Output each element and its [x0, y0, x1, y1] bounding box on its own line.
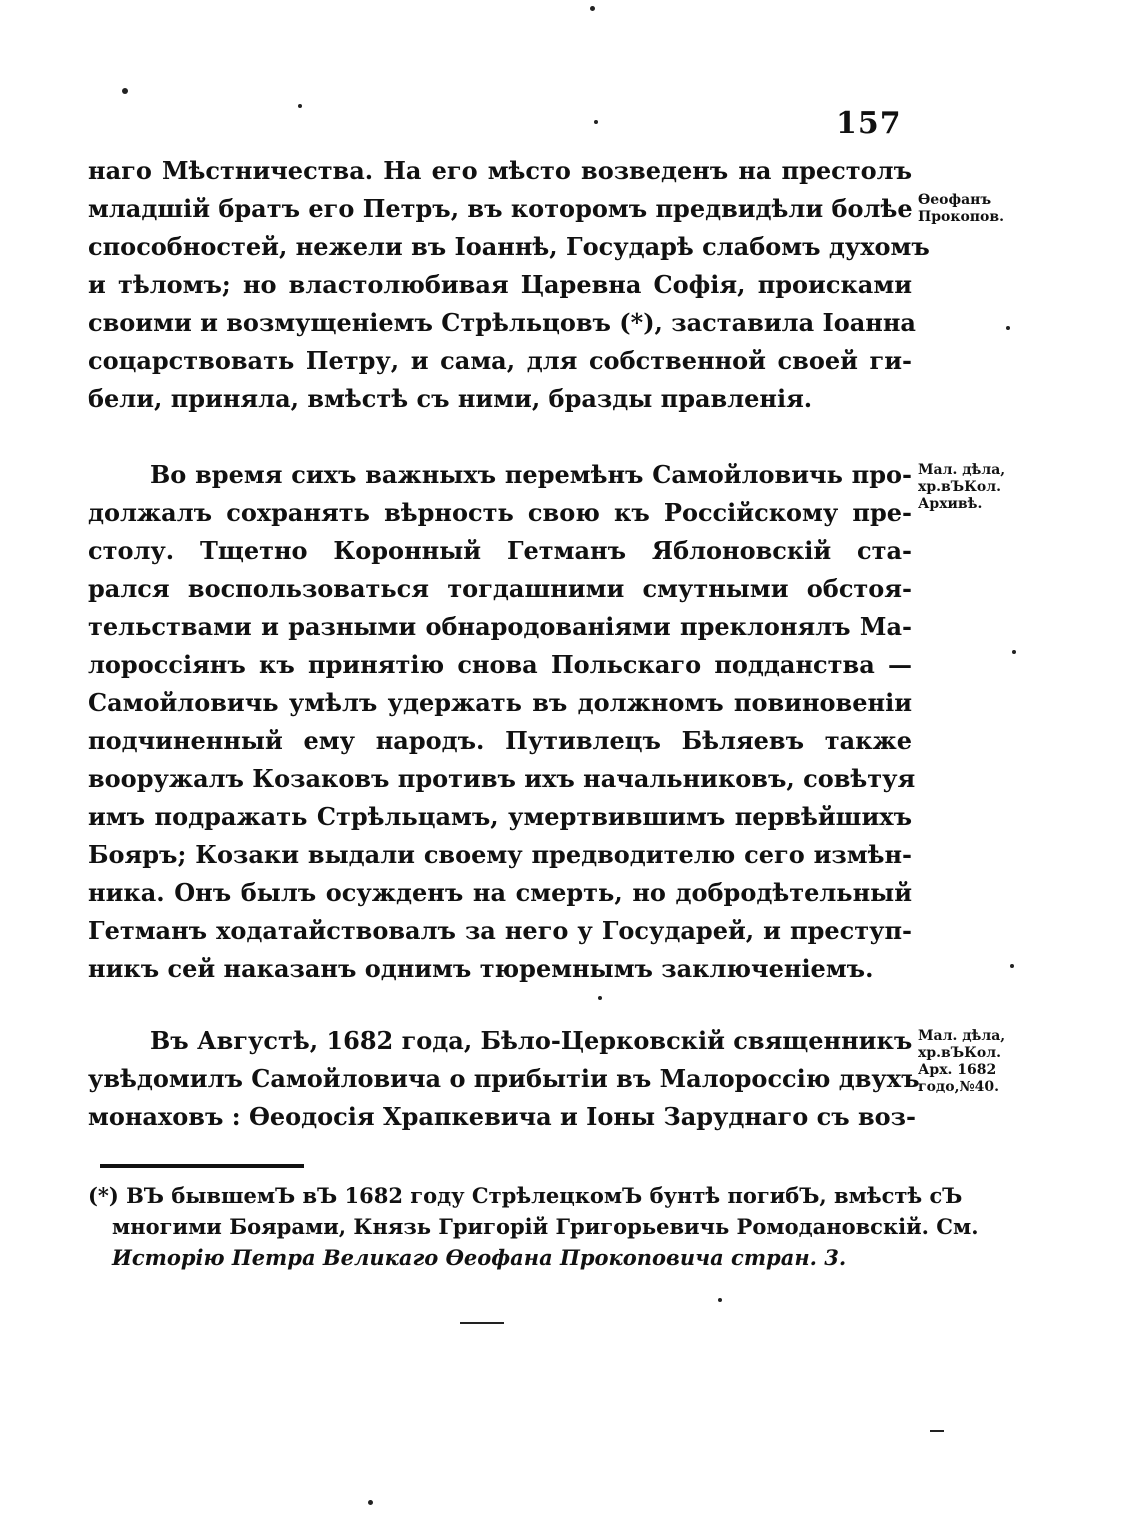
scan-speck	[298, 104, 302, 108]
text-line: никъ сей наказанъ однимъ тюремнымъ заключеніемъ.	[88, 954, 874, 983]
text-line: Во время сихъ важныхъ перемѣнъ Самойловичь про-	[150, 460, 912, 489]
text-line: своими и возмущеніемъ Стрѣльцовъ (*), заставила Іоанна	[88, 308, 916, 337]
footnote-line: многими Боярами, Князь Григорій Григорьевичь Ромодановскій. См.	[112, 1214, 979, 1239]
margin-note-line: Архивѣ.	[918, 496, 983, 512]
scan-speck	[460, 1322, 504, 1324]
text-line: младшій братъ его Петръ, въ которомъ предвидѣли болѣе	[88, 194, 913, 223]
margin-note-3	[918, 1028, 1028, 1096]
text-line: Гетманъ ходатайствовалъ за него у Государей, и преступ-	[88, 916, 912, 945]
text-line: Самойловичь умѣлъ удержать въ должномъ повиновеніи	[88, 688, 912, 717]
text-line: Въ Августѣ, 1682 года, Бѣло-Церковскій священникъ	[150, 1026, 913, 1055]
scan-speck	[718, 1298, 722, 1302]
margin-note-line: Прокопов.	[918, 209, 1004, 225]
margin-note-line: хр.вЪКол.	[918, 1045, 1001, 1061]
text-line: увѣдомилъ Самойловича о прибытіи въ Малороссію двухъ	[88, 1064, 920, 1093]
scan-speck	[590, 6, 595, 11]
margin-note-1	[918, 192, 1028, 226]
page-number: 157	[836, 106, 902, 141]
paragraph-3	[88, 1022, 920, 1136]
footnote-rule	[100, 1164, 304, 1168]
text-line: монаховъ : Ѳеодосія Храпкевича и Іоны Заруднаго съ воз-	[88, 1102, 916, 1131]
text-line: должалъ сохранять вѣрность свою къ Россійскому пре-	[88, 498, 912, 527]
margin-note-line: хр.вЪКол.	[918, 479, 1001, 495]
text-line: бели, приняла, вмѣстѣ съ ними, бразды правленія.	[88, 384, 813, 413]
text-line: подчиненный ему народъ. Путивлецъ Бѣляевъ также	[88, 726, 912, 755]
scan-speck	[594, 120, 598, 124]
text-line: наго Мѣстничества. На его мѣсто возведенъ на престолъ	[88, 156, 912, 185]
scan-speck	[1012, 650, 1016, 654]
scan-speck	[1006, 326, 1010, 330]
scan-speck	[368, 1500, 373, 1505]
footnote-line: Исторію Петра Великаго Ѳеофана Прокоповича стран. 3.	[112, 1245, 847, 1270]
text-line: столу. Тщетно Коронный Гетманъ Яблоновскій ста-	[88, 536, 912, 565]
text-line: рался воспользоваться тогдашними смутными обстоя-	[88, 574, 912, 603]
text-line: лороссіянъ къ принятію снова Польскаго подданства —	[88, 650, 912, 679]
margin-note-line: годо,№40.	[918, 1079, 1000, 1095]
text-line: тельствами и разными обнародованіями преклонялъ Ма-	[88, 612, 912, 641]
text-line: соцарствовать Петру, и сама, для собственной своей ги-	[88, 346, 912, 375]
scan-speck	[122, 88, 128, 94]
text-line: вооружалъ Козаковъ противъ ихъ начальниковъ, совѣтуя	[88, 764, 916, 793]
margin-note-line: Ѳеофанъ	[918, 192, 992, 208]
text-line: ника. Онъ былъ осужденъ на смерть, но добродѣтельный	[88, 878, 912, 907]
text-line: и тѣломъ; но властолюбивая Царевна Софія, происками	[88, 270, 912, 299]
text-line: способностей, нежели въ Іоаннѣ, Государѣ слабомъ духомъ	[88, 232, 930, 261]
text-line: Бояръ; Козаки выдали своему предводителю сего измѣн-	[88, 840, 912, 869]
scan-speck	[930, 1430, 944, 1432]
footnote	[88, 1180, 979, 1273]
paragraph-1	[88, 152, 930, 418]
margin-note-line: Арх. 1682	[918, 1062, 997, 1078]
margin-note-line: Мал. дѣла,	[918, 1028, 1006, 1044]
text-line: имъ подражать Стрѣльцамъ, умертвившимъ первѣйшихъ	[88, 802, 912, 831]
scan-speck	[598, 996, 602, 1000]
footnote-line: (*) ВЪ бывшемЪ вЪ 1682 году СтрѣлецкомЪ бунтѣ погибЪ, вмѣстѣ сЪ	[88, 1183, 963, 1208]
margin-note-line: Мал. дѣла,	[918, 462, 1006, 478]
scan-speck	[1010, 964, 1014, 968]
margin-note-2	[918, 462, 1028, 513]
paragraph-2	[88, 456, 916, 988]
